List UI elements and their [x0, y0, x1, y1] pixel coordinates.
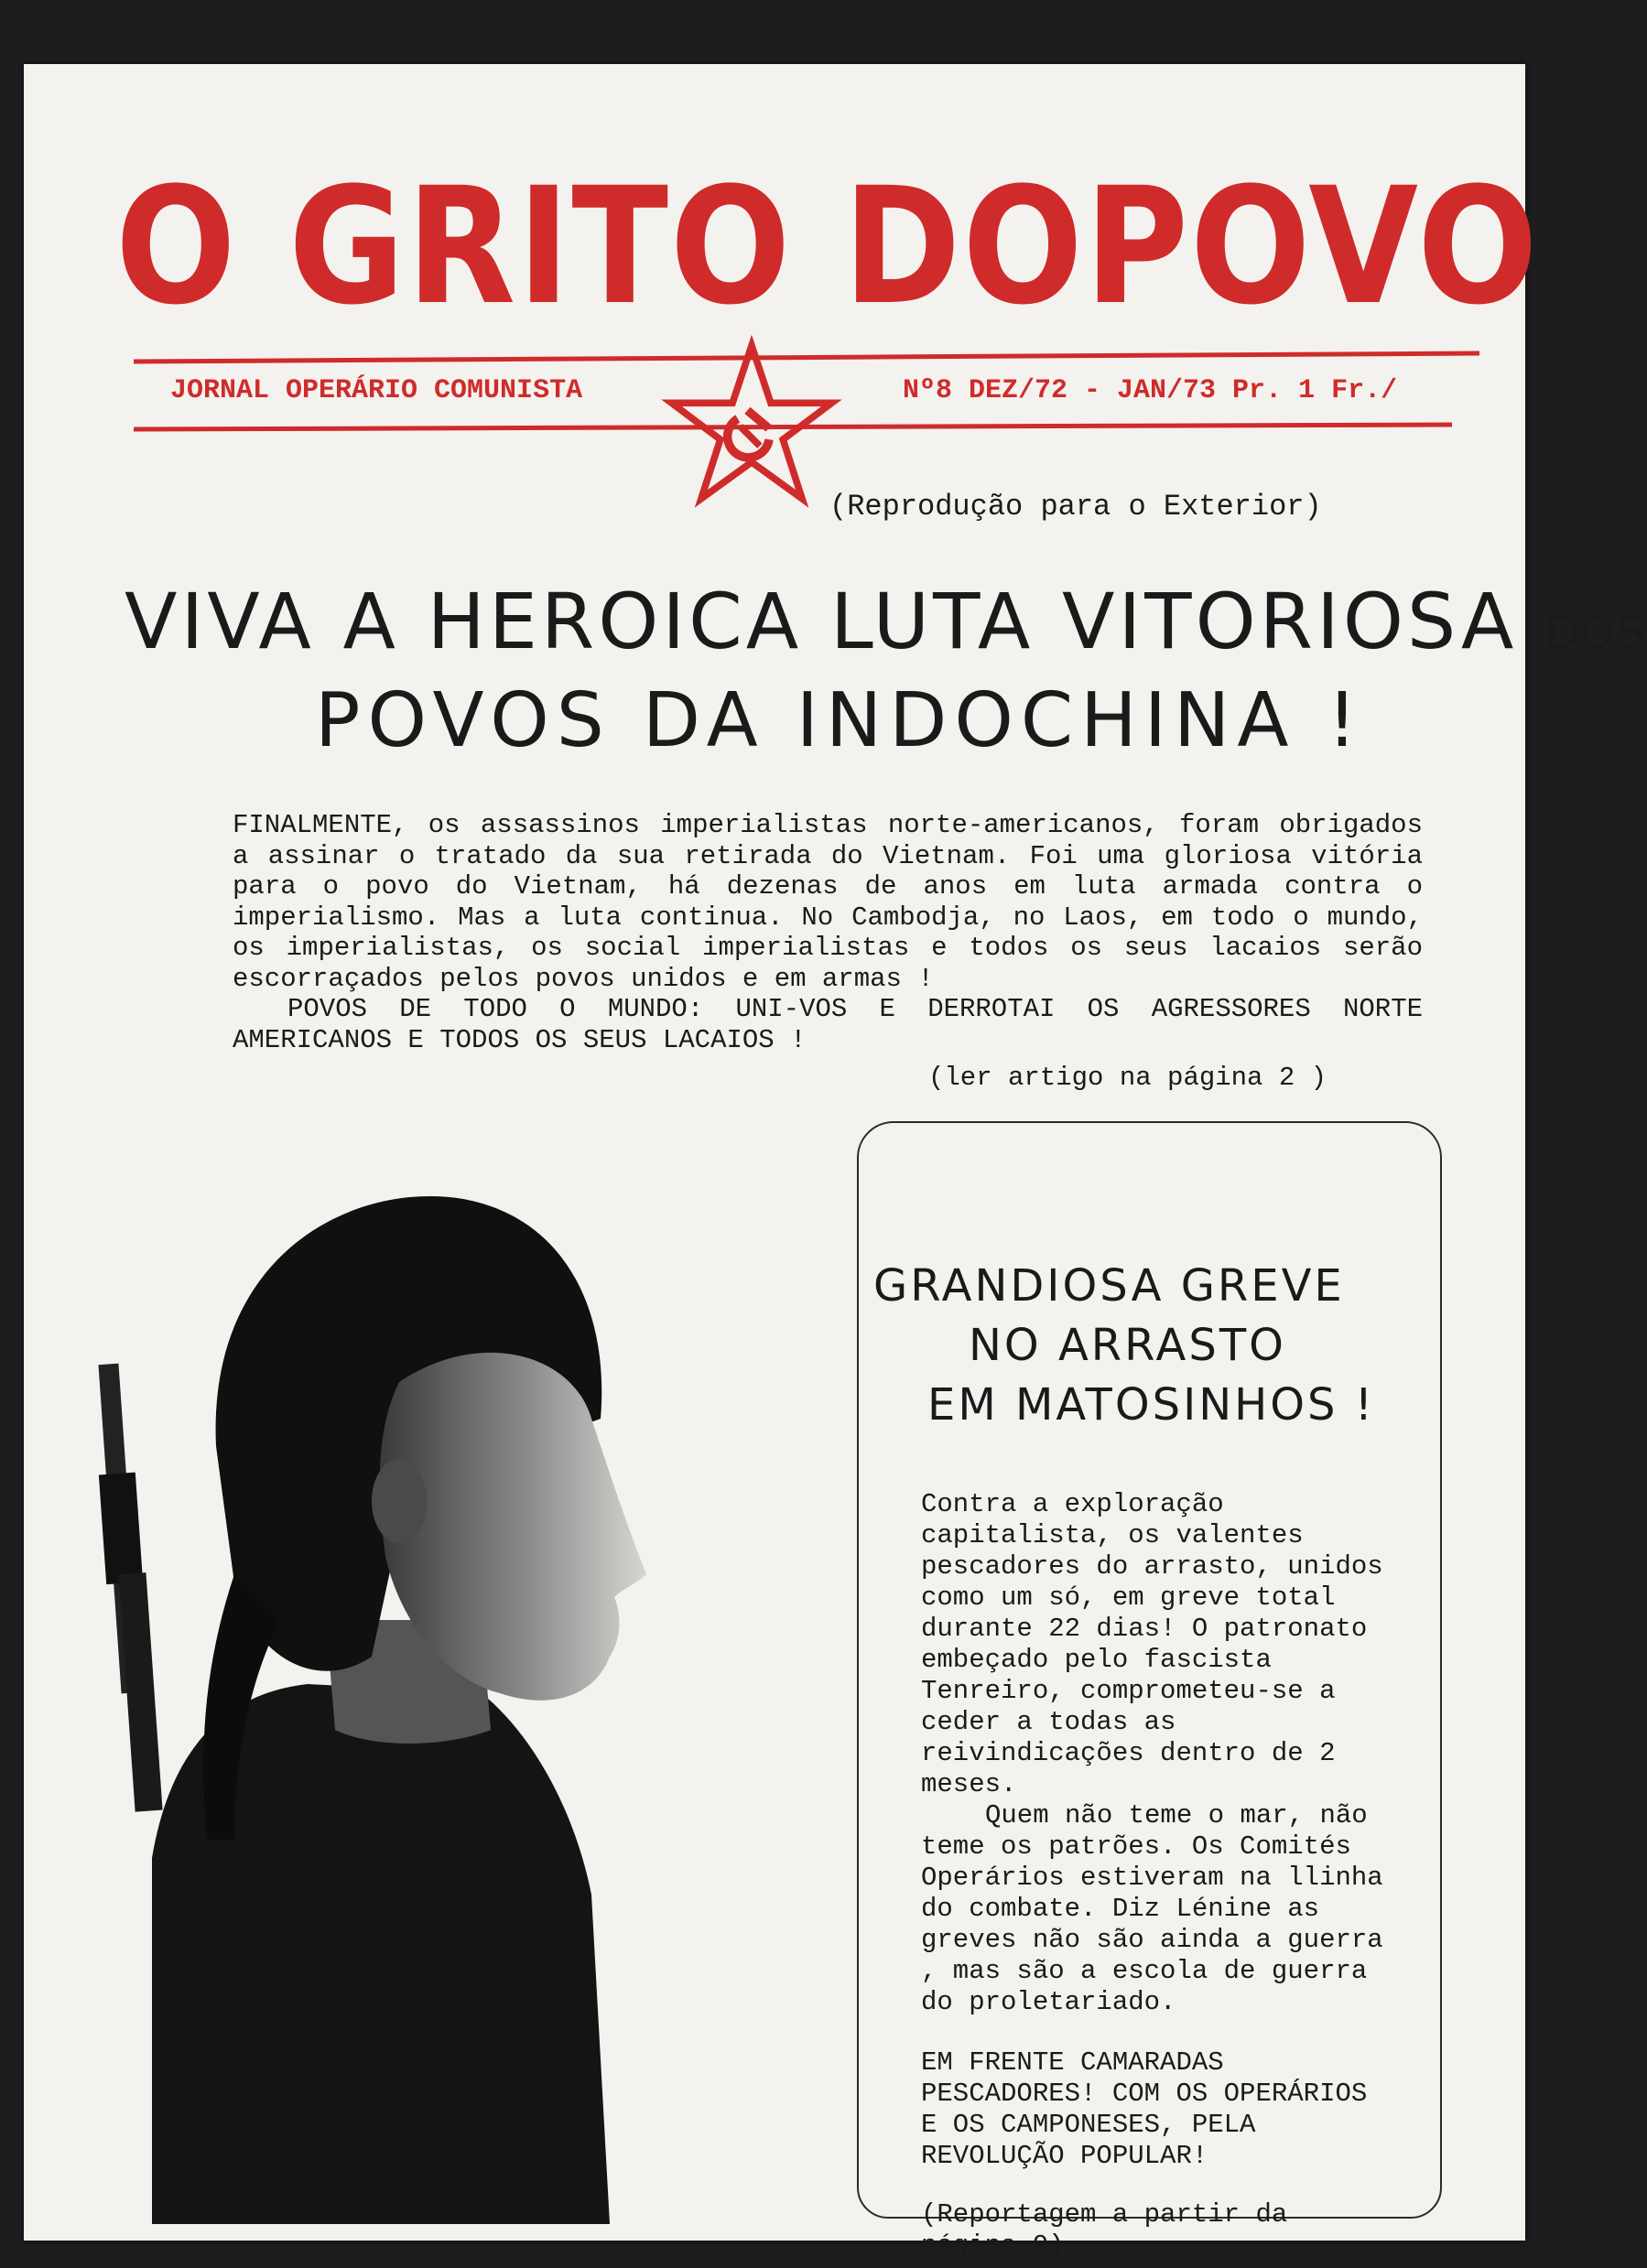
strike-rallying-cry: EM FRENTE CAMARADAS PESCADORES! COM OS OPERÁRIOS E OS CAMPONESES, PELA REVOLUÇÃO POPULAR! — [921, 2047, 1368, 2171]
lead-article-reference: (ler artigo na página 2 ) — [928, 1063, 1327, 1093]
strike-news-box — [857, 1121, 1442, 2261]
lead-article — [233, 810, 1423, 1094]
issue-info: Nº8 DEZ/72 - JAN/73 Pr. 1 Fr./ — [903, 375, 1398, 406]
strike-title-line-3: EM MATOSINHOS ! — [927, 1379, 1375, 1431]
headline-line-1 — [125, 577, 1647, 666]
lead-article-call: POVOS DE TODO O MUNDO: UNI-VOS E DERROTAI OS AGRESSORES NORTE AMERICANOS E TODOS OS SEUS LACAIOS ! — [233, 994, 1423, 1055]
strike-article — [921, 1489, 1392, 2262]
young-soldier-with-rifle-photo — [97, 1144, 857, 2224]
headline-main: VIVA A HEROICA LUTA VITORIOSA — [125, 577, 1518, 666]
lead-article-body: FINALMENTE, os assassinos imperialistas norte-americanos, foram obrigados a assinar o tratado da sua retirada do Vietnam. Foi uma gloriosa vitória para o povo do Vietnam, há dezenas de anos em luta armada contra o imperialismo. Mas a luta continua. No Cambodja, no Laos, em todo o mundo, os imperialistas, os social imperialistas e todos os seus lacaios serão escorraçados pelos povos unidos e em armas ! — [233, 810, 1423, 994]
masthead-subtitle: JORNAL OPERÁRIO COMUNISTA — [170, 375, 583, 406]
strike-paragraph-1: Contra a exploração capitalista, os valentes pescadores do arrasto, unidos como um só, em greve total durante 22 dias! O patronato embeçado pelo fascista Tenreiro, comprometeu-se a ceder a todas as reivindicações dentro de 2 meses. — [921, 1489, 1383, 1799]
headline-line-2: POVOS DA INDOCHINA ! — [315, 677, 1365, 764]
strike-title-line-1: GRANDIOSA GREVE — [873, 1260, 1345, 1312]
newspaper-page — [24, 64, 1647, 2261]
headline-tail: DOS — [1544, 608, 1647, 659]
strike-reference: (Reportagem a partir da página 9) — [921, 2199, 1288, 2261]
strike-title-line-2: NO ARRASTO — [969, 1320, 1286, 1371]
strike-paragraph-2: Quem não teme o mar, não teme os patrões. Os Comités Operários estiveram na llinha do combate. Diz Lénine as greves não são ainda a guerra , mas são a escola de guerra do proletariado. — [921, 1800, 1383, 2017]
red-star-hammer-sickle-icon — [665, 339, 839, 513]
masthead-title: O GRITO DOPOVO — [115, 153, 1540, 340]
edition-note: (Reprodução para o Exterior) — [829, 490, 1322, 524]
